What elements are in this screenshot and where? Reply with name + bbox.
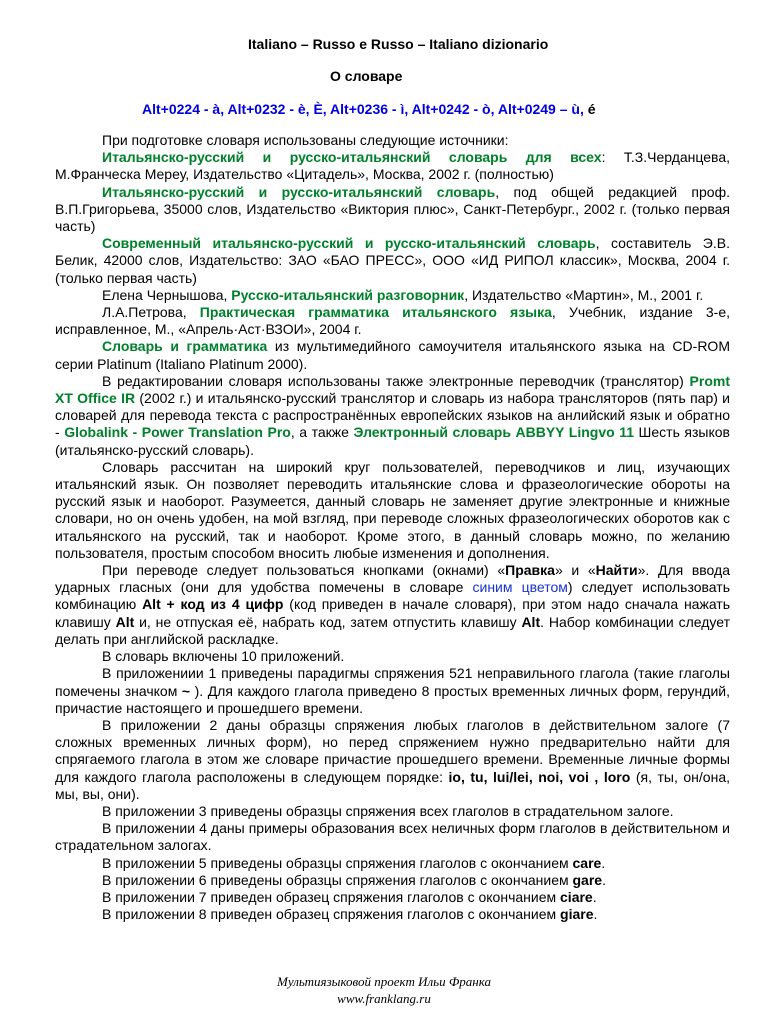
text-run: В словарь включены 10 приложений. [102, 648, 345, 665]
text-run: В приложении 6 приведены образцы спряжения глаголов с окончанием [102, 871, 573, 888]
text-run: . [592, 888, 597, 905]
page-title: Italiano – Russo e Russo – Italiano dizionario [248, 36, 549, 52]
text-run: . [601, 854, 606, 871]
text-run: , под общей редакцией проф. В.П.Григорьева, 35000 слов, Издательство «Виктория плюс», Санкт-Петербург., 2002 г. (только первая часть) [55, 183, 730, 235]
text-run: Словарь рассчитан на широкий круг пользователей, переводчиков и лиц, изучающих итальянский язык. Он позволяет переводить итальянские слова и фразеологические обороты на русский язык и наоборот. Разумеется, данный словарь не заменяет другие электронные и книжные словари, но он очень удобен, на мой взгляд, при переводе сложных фразеологических оборотов как с итальянского на русский, так и наоборот. Кроме этого, в данный словарь можно, по желанию пользователя, простым способом вносить любые изменения и дополнения. [55, 458, 730, 561]
text-run: , Издательство «Мартин», М., 2001 г. [464, 286, 704, 303]
text-run: (я, ты, он/она, мы, вы, они). [55, 768, 730, 802]
text-run: . [593, 906, 598, 923]
paragraph [55, 132, 730, 149]
text-run: . Набор комбинации следует делать при английской раскладке. [55, 613, 730, 647]
alt-codes-line [142, 101, 596, 117]
page-subtitle: О словаре [330, 68, 403, 84]
emphasis-text: синим цветом [472, 579, 568, 596]
paragraph [55, 373, 730, 459]
source-title: Современный итальянско-русский и русско-итальянский словарь [102, 235, 596, 252]
paragraph [55, 803, 730, 820]
text-run: Л.А.Петрова, [102, 304, 200, 321]
source-title: Globalink - Power Translation Pro [64, 424, 291, 441]
emphasis-text: care [572, 854, 602, 871]
paragraph [55, 184, 730, 236]
source-title: Promt XT Office IR [55, 372, 730, 407]
paragraph [55, 235, 730, 287]
paragraph [55, 889, 730, 906]
source-title: Итальянско-русский и русско-итальянский словарь для всех [102, 149, 602, 166]
emphasis-text: Alt + код из 4 цифр [142, 596, 284, 613]
emphasis-text: Alt [115, 613, 135, 630]
text-run: ). Для каждого глагола приведено 8 простых временных личных форм, герундий, причастие настоящего и прошедшего времени. [55, 682, 730, 716]
text-run: из мультимедийного самоучителя итальянского языка на CD-ROM серии Platinum (Italiano Platinum 2000). [55, 338, 730, 372]
paragraph [55, 855, 730, 872]
alt-codes-end: é [587, 101, 596, 117]
text-run: В приложении 7 приведен образец спряжения глаголов с окончанием [102, 888, 561, 905]
paragraph [55, 304, 730, 338]
text-run: » и « [554, 562, 596, 579]
text-run: В приложении 4 даны примеры образования всех неличных форм глаголов в действительном и страдательном залогах. [55, 820, 730, 854]
text-run: При подготовке словаря использованы следующие источники: [102, 132, 509, 148]
paragraph [55, 648, 730, 665]
text-run: (код приведен в начале словаря), при этом надо сначала нажать клавишу [55, 596, 731, 630]
text-run: В приложении 2 даны образцы спряжения любых глаголов в действительном залоге (7 сложных временных личных форм), но перед спряжением нужно предварительно найти для спрягаемого глагола в этом же словаре причастие прошедшего времени. Временные личные формы для каждого глагола расположены в следующем порядке: [55, 716, 730, 785]
emphasis-text: Найти [595, 562, 638, 579]
text-run: В приложениии 1 приведены парадигмы спряжения 521 неправильного глагола (такие глаголы помечены значком [55, 665, 730, 699]
text-run: Елена Чернышова, [102, 286, 232, 303]
emphasis-text: Alt [521, 613, 541, 630]
footer-website: www.franklang.ru [337, 991, 431, 1006]
source-title: Электронный словарь ABBYY Lingvo 11 [353, 424, 635, 441]
emphasis-text: Правка [505, 562, 555, 579]
emphasis-text: io, tu, lui/lei, noi, voi , loro [448, 768, 631, 785]
alt-codes-text: Alt+0224 - à, Alt+0232 - è, È, Alt+0236 - ì, Alt+0242 - ò, Alt+0249 – ù, [142, 101, 584, 117]
text-run: (2002 г.) и итальянско-русский транслятор и словарь из набора трансляторов (пять пар) и словарей для перевода текста с распространённых европейских языков на анлийский язык и обратно - [55, 390, 730, 441]
paragraph [55, 872, 730, 889]
paragraph [55, 149, 730, 183]
text-run: В приложении 3 приведены образцы спряжения всех глаголов в страдательном залоге. [102, 802, 674, 819]
text-run: В редактировании словаря использованы также электронные переводчик (транслятор) [102, 372, 690, 389]
text-run: ». Для ввода ударных гласных (они для удобства помечены в словаре [55, 562, 730, 596]
text-run: , а также [290, 424, 354, 441]
text-run: : Т.З.Черданцева, М.Франческа Мереу, Издательство «Цитадель», Москва, 2002 г. (полностью) [55, 149, 731, 183]
text-run: В приложении 5 приведены образцы спряжения глаголов с окончанием [102, 854, 573, 871]
text-run: В приложении 8 приведен образец спряжения глаголов с окончанием [102, 906, 561, 923]
document-body [55, 132, 730, 923]
paragraph [55, 906, 730, 923]
emphasis-text: giare [560, 906, 594, 923]
paragraph [55, 717, 730, 803]
text-run: и, не отпуская её, набрать код, затем отпустить клавишу [134, 613, 522, 630]
source-title: Русско-итальянский разговорник [231, 286, 465, 303]
paragraph [55, 820, 730, 854]
paragraph [55, 338, 730, 372]
text-run: Шесть языков (итальянско-русский словарь). [55, 424, 730, 458]
source-title: Словарь и грамматика [102, 338, 268, 355]
text-run: При переводе следует пользоваться кнопками (окнами) « [102, 562, 506, 579]
text-run: . [602, 871, 606, 888]
footer-project: Мультиязыковой проект Ильи Франка [277, 974, 491, 989]
paragraph [55, 287, 730, 304]
emphasis-text: ciare [560, 888, 593, 905]
paragraph [55, 459, 730, 562]
text-run: ) следует использовать комбинацию [55, 579, 730, 613]
paragraph [55, 665, 730, 717]
source-title: Практическая грамматика итальянского языка [199, 304, 552, 321]
paragraph [55, 562, 730, 648]
emphasis-text: gare [572, 871, 603, 888]
emphasis-text: ~ [181, 682, 191, 699]
text-run: , составитель Э.В. Белик, 42000 слов, Издательство: ЗАО «БАО ПРЕСС», ООО «ИД РИПОЛ классик», Москва, 2004 г. (только первая часть) [55, 235, 730, 286]
text-run: , Учебник, издание 3-е, исправленное, М., «Апрель·Аст·ВЗОИ», 2004 г. [55, 304, 730, 338]
source-title: Итальянско-русский и русско-итальянский словарь [102, 183, 496, 200]
